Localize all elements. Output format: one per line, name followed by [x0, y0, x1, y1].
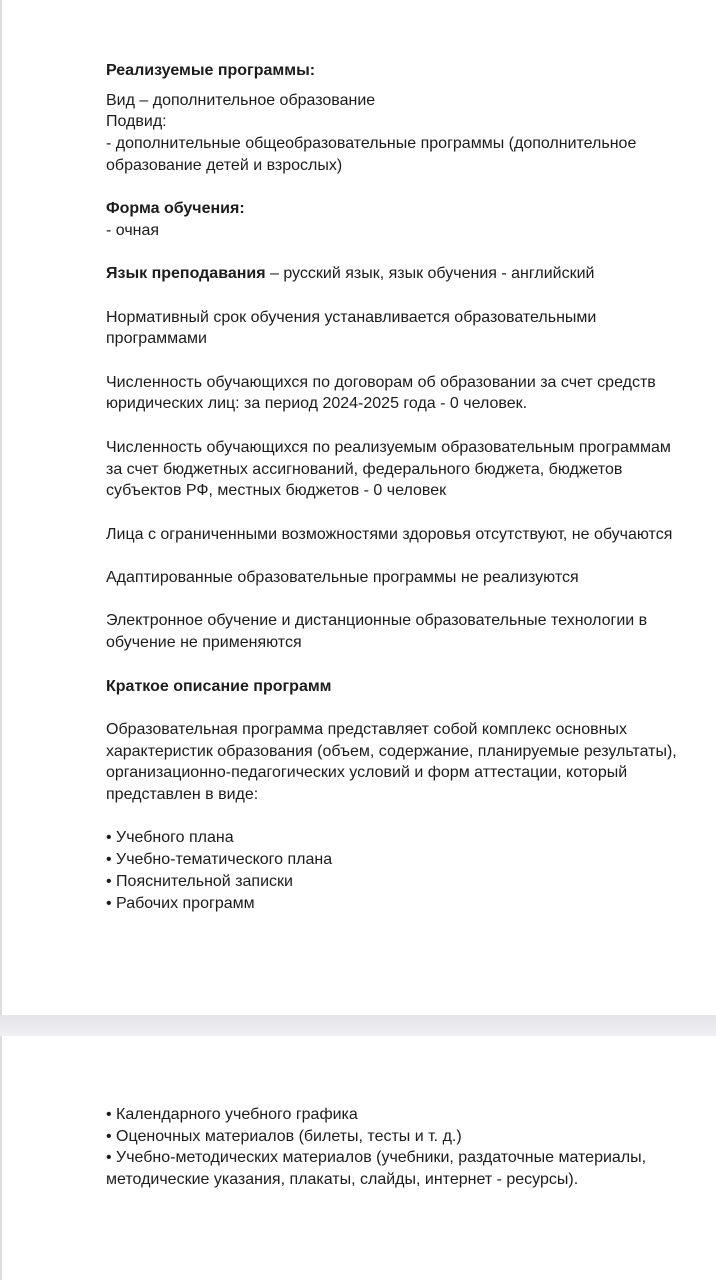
- language-value: – русский язык, язык обучения - английский: [265, 265, 595, 283]
- programs-heading: Реализуемые программы:: [106, 62, 316, 79]
- document-page-2: [0, 1036, 716, 1280]
- kind-text: Вид – дополнительное образование: [106, 91, 376, 109]
- subkind-label: Подвид:: [106, 113, 167, 131]
- summary-text: Образовательная программа представляет собой комплекс основных характеристик образования (объем, содержание, планируемые результаты), организационно-педагогических условий и форм аттестации, который представлен в виде:: [106, 720, 677, 804]
- page-separator: [0, 1015, 716, 1036]
- term-text: Нормативный срок обучения устанавливается образовательными программами: [106, 308, 597, 348]
- page-1-content: [106, 60, 686, 914]
- form-value: - очная: [106, 221, 160, 239]
- list-item: • Календарного учебного графика: [106, 1106, 358, 1123]
- language-line: [106, 263, 686, 285]
- list-item: • Учебного плана: [106, 829, 234, 847]
- form-heading: Форма обучения:: [106, 200, 245, 218]
- list-item: • Учебно-тематического плана: [106, 851, 333, 869]
- language-label: Язык преподавания: [106, 265, 266, 283]
- contract-count-text: Численность обучающихся по договорам об образовании за счет средств юридических лиц: за период 2024-2025 года - 0 человек.: [106, 373, 656, 413]
- list-item: • Оценочных материалов (билеты, тесты и т. д.): [106, 1127, 462, 1145]
- adapted-text: Адаптированные образовательные программы не реализуются: [106, 569, 579, 587]
- disabled-text: Лица с ограниченными возможностями здоровья отсутствуют, не обучаются: [106, 525, 673, 543]
- budget-count-text: Численность обучающихся по реализуемым образовательным программам за счет бюджетных ассигнований, федерального бюджета, бюджетов субъектов РФ, местных бюджетов - 0 человек: [106, 438, 671, 500]
- list-item: • Рабочих программ: [106, 894, 255, 912]
- list-item: • Пояснительной записки: [106, 872, 293, 890]
- subkind-item: - дополнительные общеобразовательные программы (дополнительное образование детей и взрослых): [106, 135, 637, 174]
- elearning-text: Электронное обучение и дистанционные образовательные технологии в обучение не применяются: [106, 612, 648, 652]
- summary-heading: Краткое описание программ: [106, 677, 332, 695]
- list-item: • Учебно-методических материалов (учебники, раздаточные материалы, методические указания, плакаты, слайды, интернет - ресурсы).: [106, 1149, 647, 1189]
- page-2-content: [106, 1104, 686, 1191]
